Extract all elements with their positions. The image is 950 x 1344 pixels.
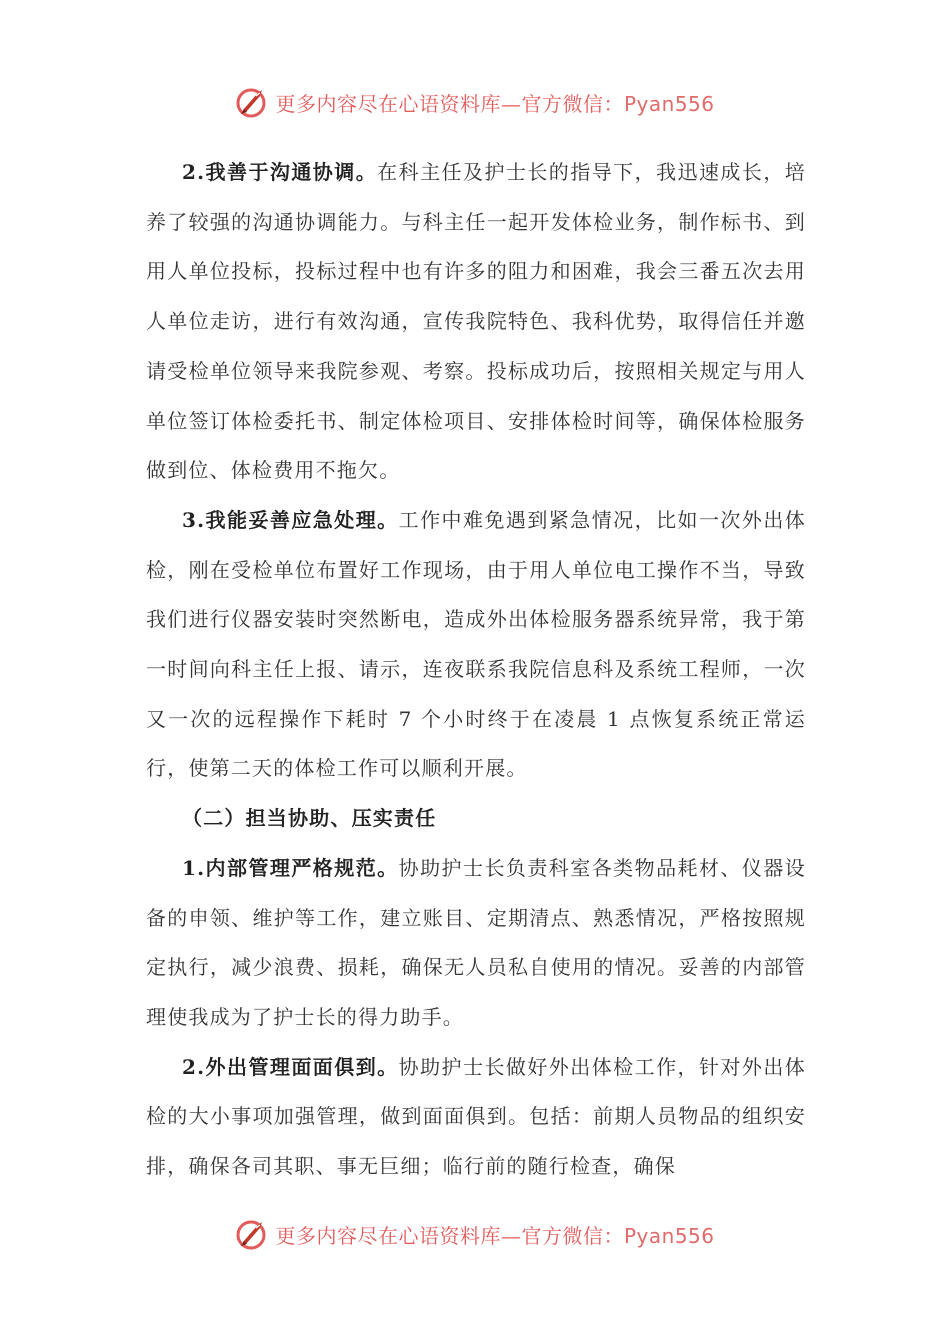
paragraph-lead: 3.我能妥善应急处理。 [182,507,399,532]
paragraph-body: 协助护士长负责科室各类物品耗材、仪器设备的申领、维护等工作，建立账目、定期清点、熟悉情况，严格按照规定执行，减少浪费、损耗，确保无人员私自使用的情况。妥善的内部管理使我成为了护士长的得力助手。 [146,855,806,1029]
paragraph [146,496,806,794]
banner-wechat-id: Pyan556 [623,91,715,116]
section-heading: （二）担当协助、压实责任 [182,806,437,831]
paragraph [146,148,806,496]
paragraph-lead: 1.内部管理严格规范。 [182,855,399,880]
paragraph-lead: 2.外出管理面面俱到。 [182,1054,399,1079]
banner-text [275,1220,714,1249]
pen-logo-icon [235,84,271,120]
paragraph-body: 协助护士长做好外出体检工作，针对外出体检的大小事项加强管理，做到面面俱到。包括：前期人员物品的组织安排，确保各司其职、事无巨细；临行前的随行检查，确保 [146,1054,806,1179]
banner-text [275,88,714,117]
paragraph-body: 在科主任及护士长的指导下，我迅速成长，培养了较强的沟通协调能力。与科主任一起开发体检业务，制作标书、到用人单位投标，投标过程中也有许多的阻力和困难，我会三番五次去用人单位走访，进行有效沟通，宣传我院特色、我科优势，取得信任并邀请受检单位领导来我院参观、考察。投标成功后，按照相关规定与用人单位签订体检委托书、制定体检项目、安排体检时间等，确保体检服务做到位、体检费用不拖欠。 [146,160,806,483]
banner-main: 更多内容尽在心语资料库 [275,1223,501,1248]
footer-banner [0,1212,950,1256]
pen-logo-icon [235,1216,271,1252]
paragraph [146,844,806,1043]
banner-dash: — [500,91,522,116]
paragraph-body: 工作中难免遇到紧急情况，比如一次外出体检，刚在受检单位布置好工作现场，由于用人单位电工操作不当，导致我们进行仪器安装时突然断电，造成外出体检服务器系统异常，我于第一时间向科主任上报、请示，连夜联系我院信息科及系统工程师，一次又一次的远程操作下耗时 7 个小时终于在凌晨 1 点恢复系统正常运行，使第二天的体检工作可以顺利开展。 [146,507,806,781]
paragraph-lead: 2.我善于沟通协调。 [182,160,378,184]
paragraph [146,1043,806,1192]
banner-wechat-label: 官方微信： [521,91,624,116]
banner-wechat-id: Pyan556 [623,1223,715,1248]
banner-main: 更多内容尽在心语资料库 [275,91,501,116]
document-body [146,148,806,1192]
banner-dash: — [500,1223,522,1248]
banner-wechat-label: 官方微信： [521,1223,624,1248]
header-banner [0,80,950,124]
